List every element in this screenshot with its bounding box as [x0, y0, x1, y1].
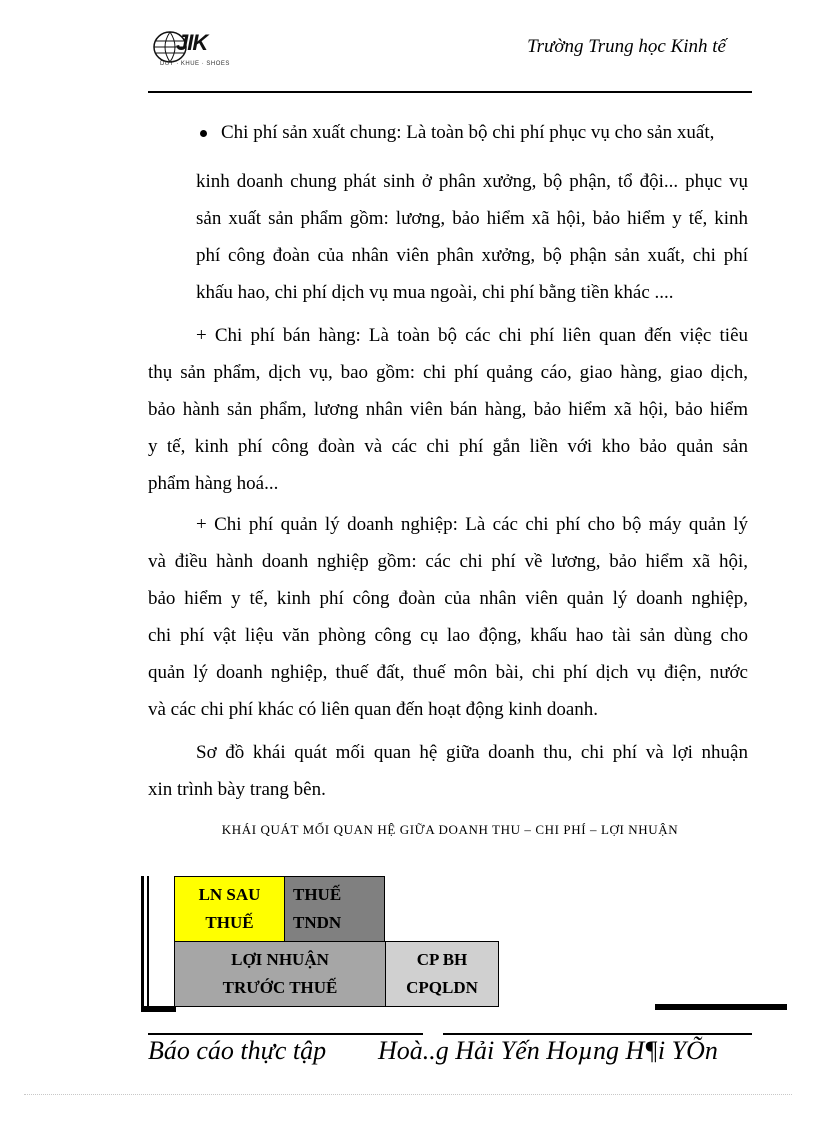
text-line: và các chi phí khác có liên quan đến hoạt động kinh doanh.	[148, 699, 599, 720]
text-line: + Chi phí bán hàng: Là toàn bộ các chi phí liên quan đến việc tiêu	[196, 325, 748, 346]
diagram-bottom-border	[141, 1006, 176, 1012]
text-line: thụ sản phẩm, dịch vụ, bao gồm: chi phí quảng cáo, giao hàng, giao dịch,	[148, 362, 748, 383]
school-name: Trường Trung học Kinh tế	[527, 36, 726, 57]
diagram-left-border-inner	[147, 876, 149, 1006]
text-line: khấu hao, chi phí dịch vụ mua ngoài, chi phí bằng tiền khác ....	[196, 282, 674, 303]
text-line: quản lý doanh nghiệp, thuế đất, thuế môn bài, chi phí dịch vụ điện, nước	[148, 662, 748, 683]
footer-rule-left	[148, 1033, 423, 1035]
paragraph-admin-expenses	[148, 506, 748, 728]
box-cp-bh-cpqldn: CP BH CPQLDN	[385, 941, 499, 1007]
diagram-left-border	[141, 876, 144, 1012]
text-line: bảo hiểm y tế, kinh phí công đoàn của nhân viên quản lý doanh nghiệp,	[148, 588, 748, 609]
footer-report-label: Báo cáo thực tập	[148, 1036, 327, 1065]
footer-rule-right	[443, 1033, 752, 1035]
text-line: phẩm hàng hoá...	[148, 473, 279, 494]
text-line: xin trình bày trang bên.	[148, 779, 326, 800]
bullet-icon	[200, 130, 207, 137]
diagram-right-bottom-bar	[655, 1004, 787, 1010]
box-ln-sau-thue: LN SAU THUẾ	[174, 876, 285, 942]
box-thue-tndn: THUẾ TNDN	[284, 876, 385, 942]
bullet-first-line	[196, 118, 748, 148]
text-line: y tế, kinh phí công đoàn và các chi phí gắn liền với kho bảo quản sản	[148, 436, 748, 457]
text-line: phí công đoàn của nhân viên phân xưởng, bộ phận sản xuất, chi phí	[196, 245, 748, 266]
diagram-title: KHÁI QUÁT MỐI QUAN HỆ GIỮA DOANH THU – CHI PHÍ – LỢI NHUẬN	[221, 822, 679, 837]
paragraph-selling-expenses	[148, 317, 748, 502]
box-loi-nhuan-truoc-thue: LỢI NHUẬN TRƯỚC THUẾ	[174, 941, 386, 1007]
text-line: và điều hành doanh nghiệp gồm: các chi phí về lương, bảo hiểm xã hội,	[148, 551, 748, 572]
text-line: sản xuất sản phẩm gồm: lương, bảo hiểm xã hội, bảo hiểm y tế, kinh	[196, 208, 748, 229]
bullet-continuation	[196, 163, 748, 311]
paragraph-diagram-intro	[148, 734, 748, 808]
logo-subtext: DUY · KHUE · SHOES	[160, 61, 230, 67]
text-line: Sơ đồ khái quát mối quan hệ giữa doanh thu, chi phí và lợi nhuận	[196, 742, 748, 763]
text-line: kinh doanh chung phát sinh ở phân xưởng, bộ phận, tổ đội... phục vụ	[196, 171, 748, 192]
text-line: + Chi phí quản lý doanh nghiệp: Là các chi phí cho bộ máy quản lý	[196, 514, 748, 535]
header-rule	[148, 91, 752, 93]
text-line: bảo hành sản phẩm, lương nhân viên bán hàng, bảo hiểm xã hội, bảo hiểm	[148, 399, 748, 420]
footer-author: Hoà..g Hải Yến Hoµng H¶i YÕn	[378, 1036, 718, 1065]
logo-text: JIK	[176, 30, 208, 55]
bullet-text: Chi phí sản xuất chung: Là toàn bộ chi phí phục vụ cho sản xuất,	[221, 122, 715, 143]
text-line: chi phí vật liệu văn phòng công cụ lao động, khấu hao tài sản dùng cho	[148, 625, 748, 646]
page-bottom-dotted-rule	[24, 1094, 792, 1095]
